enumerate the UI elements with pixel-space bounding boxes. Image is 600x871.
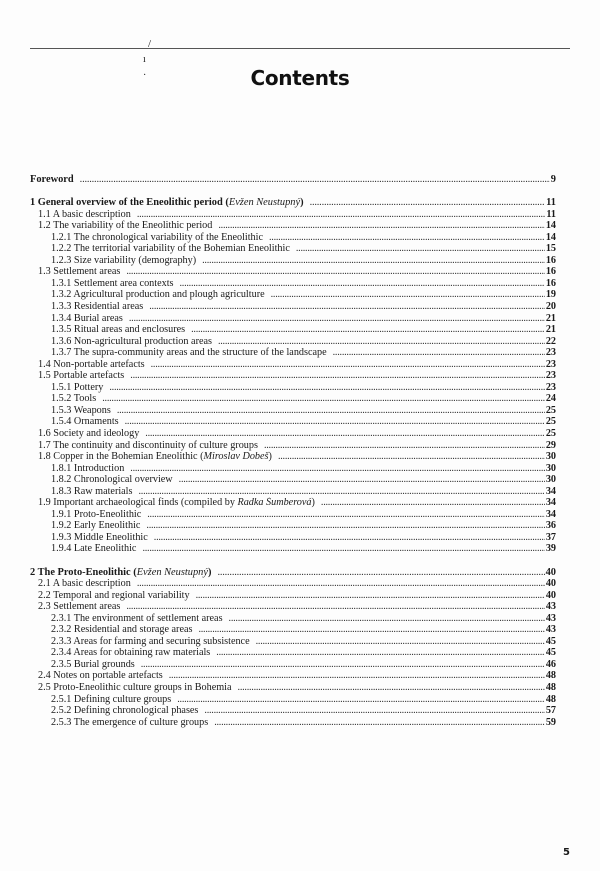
toc-entry-title: 1.3.5 Ritual areas and enclosures [51,324,186,336]
toc-entry-title: 1.7 The continuity and discontinuity of culture groups [38,439,258,451]
toc-entry[interactable] [30,601,556,613]
toc-entry-label [38,428,139,440]
toc-entry-title: 1 General overview of the Eneolithic period [30,197,223,209]
toc-entry-page: 43 [545,612,556,624]
toc-entry[interactable] [30,509,556,521]
toc-entry-label [51,705,198,717]
toc-entry[interactable] [30,370,556,382]
toc-entry-page: 48 [545,681,556,693]
toc-entry[interactable] [30,451,556,463]
chapter-1-entries [30,197,556,555]
toc-entry-page: 48 [545,670,556,682]
toc-entry-label [51,289,265,301]
toc-entry-foreword[interactable] [30,174,556,186]
toc-entry-label [51,509,141,521]
toc-entry-title: 1.3.4 Burial areas [51,312,123,324]
toc-entry-page: 45 [545,635,556,647]
dot-leader [264,440,545,452]
toc-entry-page: 11 [546,208,556,220]
page-title: Contents [250,66,350,90]
toc-entry-title: 1.5.1 Pottery [51,381,104,393]
page-number: 5 [563,847,570,858]
toc-entry-title: 1.4 Non-portable artefacts [38,358,145,370]
toc-entry-page: 40 [545,589,556,601]
toc-entry-page: 43 [545,624,556,636]
toc-entry-title: 1.5.4 Ornaments [51,416,119,428]
toc-entry[interactable] [30,197,556,209]
dot-leader [177,694,545,706]
dot-leader [202,255,545,267]
toc-entry-title: 1.5.2 Tools [51,393,97,405]
toc-entry-label [38,578,131,590]
toc-entry-label [38,590,190,602]
toc-entry-label: Foreword [30,174,74,185]
toc-entry-title: 2.5 Proto-Eneolithic culture groups in Bohemia [38,681,232,693]
toc-entry-label [51,243,290,255]
toc-entry-label [51,636,250,648]
toc-entry-title: 1.5.3 Weapons [51,404,111,416]
toc-entry-page: 24 [545,393,556,405]
toc-entry[interactable] [30,347,556,359]
toc-entry[interactable] [30,624,556,636]
toc-entry[interactable] [30,474,556,486]
toc-entry-label [51,694,171,706]
dot-leader [138,486,544,498]
toc-entry[interactable] [30,232,556,244]
toc-entry-label [51,278,174,290]
dot-leader [229,613,545,625]
scan-mark: / [148,38,152,50]
dot-leader [296,243,545,255]
toc-entry-title: 2.5.2 Defining chronological phases [51,705,199,717]
toc-entry[interactable] [30,255,556,267]
dot-leader [214,717,545,729]
toc-entry-page: 46 [545,658,556,670]
dot-leader [310,197,546,209]
toc-entry[interactable] [30,289,556,301]
toc-entry-page: 34 [545,497,556,509]
toc-entry-title: 2.3.3 Areas for farming and securing subsistence [51,635,250,647]
toc-entry-title: 2.3.2 Residential and storage areas [51,624,193,636]
toc-entry-label: 1 General overview of the Eneolithic period (Evžen Neustupný) [30,197,304,209]
dot-leader [137,209,546,221]
dot-leader [333,347,545,359]
toc-entry-label [51,382,103,394]
dot-leader [271,289,545,301]
toc-entry-label [51,647,210,659]
toc-entry-title: 2.1 A basic description [38,578,131,590]
toc-entry-title: 1.8.1 Introduction [51,462,125,474]
toc-entry-title: 1.9.3 Middle Eneolithic [51,531,148,543]
dot-leader [130,463,545,475]
scan-mark: · [143,70,147,81]
toc-entry[interactable] [30,278,556,290]
table-of-contents [30,174,556,728]
toc-entry-author: Evžen Neustupný [228,197,301,209]
toc-entry-label [51,347,327,359]
toc-entry-label [51,255,196,267]
toc-entry-label [51,532,148,544]
header-rule [30,48,570,49]
dot-leader [238,682,545,694]
toc-entry-page: 25 [545,404,556,416]
toc-entry-label: 2 The Proto-Eneolithic (Evžen Neustupný) [30,566,212,578]
toc-entry-page: 29 [545,439,556,451]
toc-entry-label [38,601,120,613]
toc-entry-label [38,220,212,232]
toc-entry[interactable] [30,578,556,590]
toc-entry[interactable] [30,243,556,255]
toc-entry[interactable] [30,486,556,498]
toc-entry[interactable] [30,382,556,394]
toc-entry[interactable] [30,463,556,475]
dot-leader [141,659,545,671]
toc-entry-author: Radka Šumberová [237,497,312,509]
toc-entry[interactable] [30,636,556,648]
toc-entry-page: 23 [545,381,556,393]
dot-leader [147,509,545,521]
toc-entry-page: 23 [545,358,556,370]
toc-entry-label [38,359,145,371]
toc-entry-title: 1.2.1 The chronological variability of the Eneolithic [51,231,263,243]
dot-leader [117,405,545,417]
toc-entry-author: Evžen Neustupný [136,566,208,578]
chapter-2-entries [30,567,556,729]
scan-mark: ı [143,54,146,65]
toc-entry-page: 30 [545,462,556,474]
toc-entry-label [51,463,124,475]
toc-entry-title: 1.2.2 The territorial variability of the Bohemian Eneolithic [51,243,290,255]
toc-entry-page: 15 [545,243,556,255]
toc-entry-label [38,440,258,452]
dot-leader [146,520,544,532]
toc-entry-title: 1.3.7 The supra-community areas and the structure of the landscape [51,347,327,359]
toc-entry-title: 1.8.3 Raw materials [51,485,133,497]
toc-entry[interactable] [30,705,556,717]
toc-entry-page: 34 [545,508,556,520]
dot-leader [198,624,544,636]
toc-entry-label [51,393,96,405]
toc-entry-page: 25 [545,427,556,439]
toc-entry-page: 23 [545,370,556,382]
toc-entry-page: 21 [545,312,556,324]
toc-entry[interactable] [30,336,556,348]
toc-entry-page: 34 [545,485,556,497]
toc-entry-label [38,670,163,682]
dot-leader [109,382,544,394]
toc-entry[interactable] [30,659,556,671]
toc-entry-label [51,232,263,244]
dot-leader [149,301,545,313]
toc-entry[interactable] [30,393,556,405]
toc-entry-label [51,416,119,428]
dot-leader [191,324,545,336]
toc-entry-page: 14 [545,220,556,232]
toc-entry-label [51,313,123,325]
toc-entry-page: 20 [545,300,556,312]
toc-entry-label [38,266,120,278]
toc-entry-page: 25 [545,416,556,428]
toc-entry-page: 16 [545,266,556,278]
toc-entry[interactable] [30,647,556,659]
toc-entry-page: 23 [545,347,556,359]
toc-entry-label [51,336,212,348]
toc-entry[interactable] [30,520,556,532]
toc-entry-label [51,543,136,555]
toc-entry-label [51,659,135,671]
toc-entry-page: 43 [545,601,556,613]
toc-entry-page: 9 [550,174,556,185]
toc-entry-label [51,474,173,486]
toc-entry-page: 22 [545,335,556,347]
toc-entry-label [51,405,111,417]
toc-entry-title: 2.3.5 Burial grounds [51,658,135,670]
toc-entry-page: 30 [545,474,556,486]
dot-leader [145,428,545,440]
toc-entry-title: 1.1 A basic description [38,208,131,220]
toc-entry[interactable] [30,543,556,555]
toc-entry-label [38,209,131,221]
dot-leader [154,532,545,544]
toc-entry-page: 21 [545,324,556,336]
toc-entry-label: 1.8 Copper in the Bohemian Eneolithic (Miroslav Dobeš) [38,451,272,463]
toc-entry-page: 19 [545,289,556,301]
toc-entry-label: 1.9 Important archaeological finds (compiled by Radka Šumberová) [38,497,315,509]
dot-leader [216,647,545,659]
dot-leader [102,393,545,405]
toc-entry-title: 1.3.6 Non-agricultural production areas [51,335,212,347]
toc-entry-title: 2 The Proto-Eneolithic [30,566,131,578]
toc-entry[interactable] [30,428,556,440]
toc-entry-page: 57 [545,705,556,717]
toc-entry-page: 30 [545,451,556,463]
toc-entry[interactable] [30,694,556,706]
toc-entry[interactable] [30,440,556,452]
toc-entry-title: 2.3 Settlement areas [38,601,121,613]
toc-entry-title: 2.3.1 The environment of settlement areas [51,612,223,624]
dot-leader [217,567,544,579]
toc-entry-label [51,486,132,498]
toc-entry[interactable] [30,590,556,602]
dot-leader [169,670,545,682]
dot-leader [151,359,545,371]
toc-entry-author: Miroslav Dobeš [203,451,269,463]
dot-leader [269,232,545,244]
toc-entry-page: 37 [545,531,556,543]
toc-entry[interactable] [30,670,556,682]
toc-entry-title: 1.3.2 Agricultural production and plough agriculture [51,289,265,301]
toc-entry-title: 2.5.3 The emergence of culture groups [51,716,209,728]
dot-leader [125,416,545,428]
toc-entry-title: 1.3.1 Settlement area contexts [51,277,174,289]
toc-entry-label [51,613,223,625]
author-prefix: compiled by [184,497,238,509]
toc-entry-label [51,624,192,636]
toc-entry-page: 16 [545,277,556,289]
dot-leader [130,370,545,382]
dot-leader [321,497,545,509]
toc-entry-title: 1.9.1 Proto-Eneolithic [51,508,142,520]
toc-entry-title: 1.9.2 Early Eneolithic [51,520,141,532]
toc-entry[interactable] [30,266,556,278]
toc-entry-title: 2.4 Notes on portable artefacts [38,670,163,682]
dot-leader [196,590,545,602]
toc-entry-title: 1.3 Settlement areas [38,266,121,278]
toc-entry[interactable] [30,324,556,336]
toc-entry[interactable] [30,497,556,509]
toc-entry[interactable] [30,405,556,417]
toc-entry-title: 1.6 Society and ideology [38,427,140,439]
toc-entry[interactable] [30,209,556,221]
dot-leader [126,601,544,613]
toc-entry-title: 1.9 Important archaeological finds [38,497,179,509]
dot-leader [126,266,544,278]
toc-entry-title: 1.5 Portable artefacts [38,370,125,382]
toc-entry-title: 1.2 The variability of the Eneolithic period [38,220,213,232]
toc-entry-label [38,682,232,694]
toc-entry-page: 36 [545,520,556,532]
dot-leader [218,220,544,232]
toc-entry-page: 16 [545,254,556,266]
toc-entry-page: 14 [545,231,556,243]
toc-entry-label [51,324,185,336]
toc-entry[interactable] [30,416,556,428]
toc-entry[interactable] [30,567,556,579]
toc-entry-title: 1.9.4 Late Eneolithic [51,543,137,555]
toc-entry-page: 40 [545,578,556,590]
dot-leader [218,336,545,348]
dot-leader [142,543,544,555]
dot-leader [278,451,545,463]
dot-leader [129,313,545,325]
dot-leader [137,578,545,590]
toc-entry[interactable] [30,532,556,544]
dot-leader [204,705,544,717]
toc-entry-page: 40 [545,566,556,578]
toc-entry[interactable] [30,313,556,325]
toc-entry-title: 1.3.3 Residential areas [51,300,144,312]
toc-entry-title: 2.5.1 Defining culture groups [51,693,172,705]
toc-entry[interactable] [30,301,556,313]
toc-entry-title: 2.2 Temporal and regional variability [38,589,190,601]
toc-entry-page: 59 [545,716,556,728]
dot-leader [179,474,545,486]
toc-entry-page: 45 [545,647,556,659]
toc-entry[interactable] [30,359,556,371]
toc-entry[interactable] [30,220,556,232]
toc-entry-label [38,370,124,382]
dot-leader [180,278,545,290]
toc-entry-label [51,301,143,313]
toc-entry-title: 2.3.4 Areas for obtaining raw materials [51,647,211,659]
dot-leader [256,636,545,648]
toc-entry-label [51,717,208,729]
toc-entry[interactable] [30,613,556,625]
toc-entry-page: 39 [545,543,556,555]
toc-entry-page: 48 [545,693,556,705]
toc-entry[interactable] [30,682,556,694]
toc-entry-page: 11 [546,197,556,209]
dot-leader [80,174,550,186]
toc-entry[interactable] [30,717,556,729]
toc-entry-label [51,520,140,532]
toc-entry-title: 1.8 Copper in the Bohemian Eneolithic [38,451,198,463]
toc-entry-title: 1.8.2 Chronological overview [51,474,173,486]
toc-entry-title: 1.2.3 Size variability (demography) [51,254,197,266]
